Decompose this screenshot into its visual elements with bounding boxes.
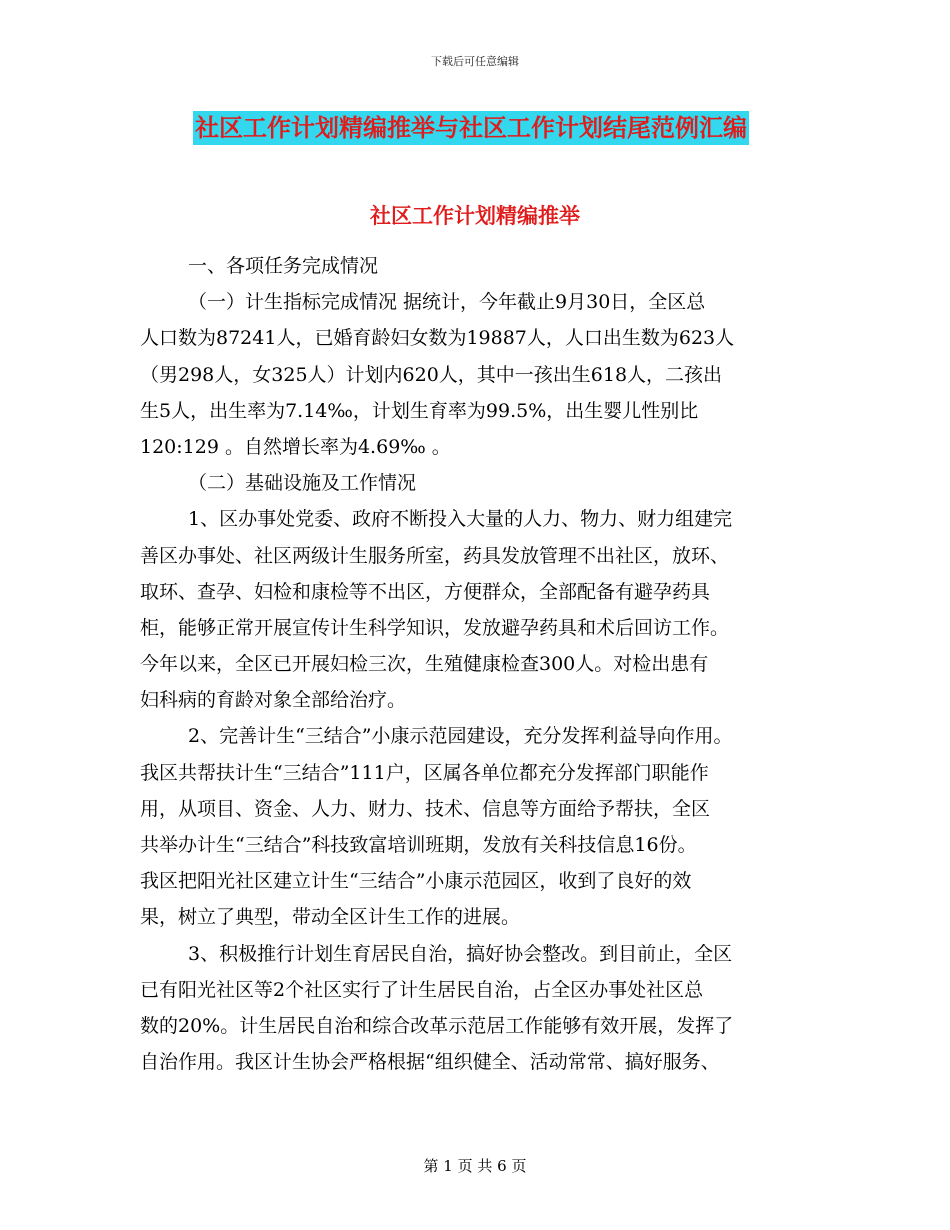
paragraph-line: 120:129 。自然增长率为4.69‰ 。 xyxy=(140,435,451,458)
paragraph-line: 取环、查孕、妇检和康检等不出区，方便群众，全部配备有避孕药具 xyxy=(140,580,711,603)
paragraph-line: 已有阳光社区等2个社区实行了计生居民自治，占全区办事处社区总 xyxy=(140,978,704,1001)
paragraph-line: 今年以来，全区已开展妇检三次，生殖健康检查300人。对检出患有 xyxy=(140,653,709,676)
paragraph-line: 柜，能够正常开展宣传计生科学知识，发放避孕药具和术后回访工作。 xyxy=(140,616,730,639)
paragraph-line: 2、完善计生“三结合”小康示范园建设，充分发挥利益导向作用。 xyxy=(188,725,733,748)
paragraph-line: 1、区办事处党委、政府不断投入大量的人力、物力、财力组建完 xyxy=(188,508,733,531)
paragraph-line: 我区把阳光社区建立计生“三结合”小康示范园区，收到了良好的效 xyxy=(140,870,692,893)
paragraph-line: 用，从项目、资金、人力、财力、技术、信息等方面给予帮扶，全区 xyxy=(140,797,711,820)
page-footer: 第 1 页 共 6 页 xyxy=(423,1157,527,1175)
paragraph-line: 共举办计生“三结合”科技致富培训班期，发放有关科技信息16份。 xyxy=(140,834,697,856)
paragraph-line: （一）计生指标完成情况 据统计，今年截止9月30日，全区总 xyxy=(188,291,706,314)
main-title: 社区工作计划精编推举与社区工作计划结尾范例汇编 xyxy=(193,111,749,145)
paragraph-line: 善区办事处、社区两级计生服务所室，药具发放管理不出社区，放环、 xyxy=(140,544,730,567)
paragraph-line: 人口数为87241人，已婚育龄妇女数为19887人，人口出生数为623人 xyxy=(140,327,735,350)
paragraph-line: 数的20%。计生居民自治和综合改革示范居工作能够有效开展，发挥了 xyxy=(140,1014,734,1037)
section-title: 社区工作计划精编推举 xyxy=(370,204,580,228)
document-body xyxy=(140,248,820,1080)
paragraph-line: 3、积极推行计划生育居民自治，搞好协会整改。到目前止，全区 xyxy=(188,942,733,965)
paragraph-line: 一、各项任务完成情况 xyxy=(188,255,379,277)
paragraph-line: 自治作用。我区计生协会严格根据“组织健全、活动常常、搞好服务、 xyxy=(140,1051,720,1074)
paragraph-line: 我区共帮扶计生“三结合”111户，区属各单位都充分发挥部门职能作 xyxy=(140,761,709,784)
paragraph-line: 生5人，出生率为7.14‰，计划生育率为99.5%，出生婴儿性别比 xyxy=(140,399,699,422)
paragraph-line: （男298人，女325人）计划内620人，其中一孩出生618人，二孩出 xyxy=(140,363,723,386)
paragraph-line: 果，树立了典型，带动全区计生工作的进展。 xyxy=(140,906,521,929)
paragraph-line: 妇科病的育龄对象全部给治疗。 xyxy=(140,689,407,712)
paragraph-line: （二）基础设施及工作情况 xyxy=(188,472,417,495)
header-note: 下载后可任意编辑 xyxy=(431,55,519,68)
